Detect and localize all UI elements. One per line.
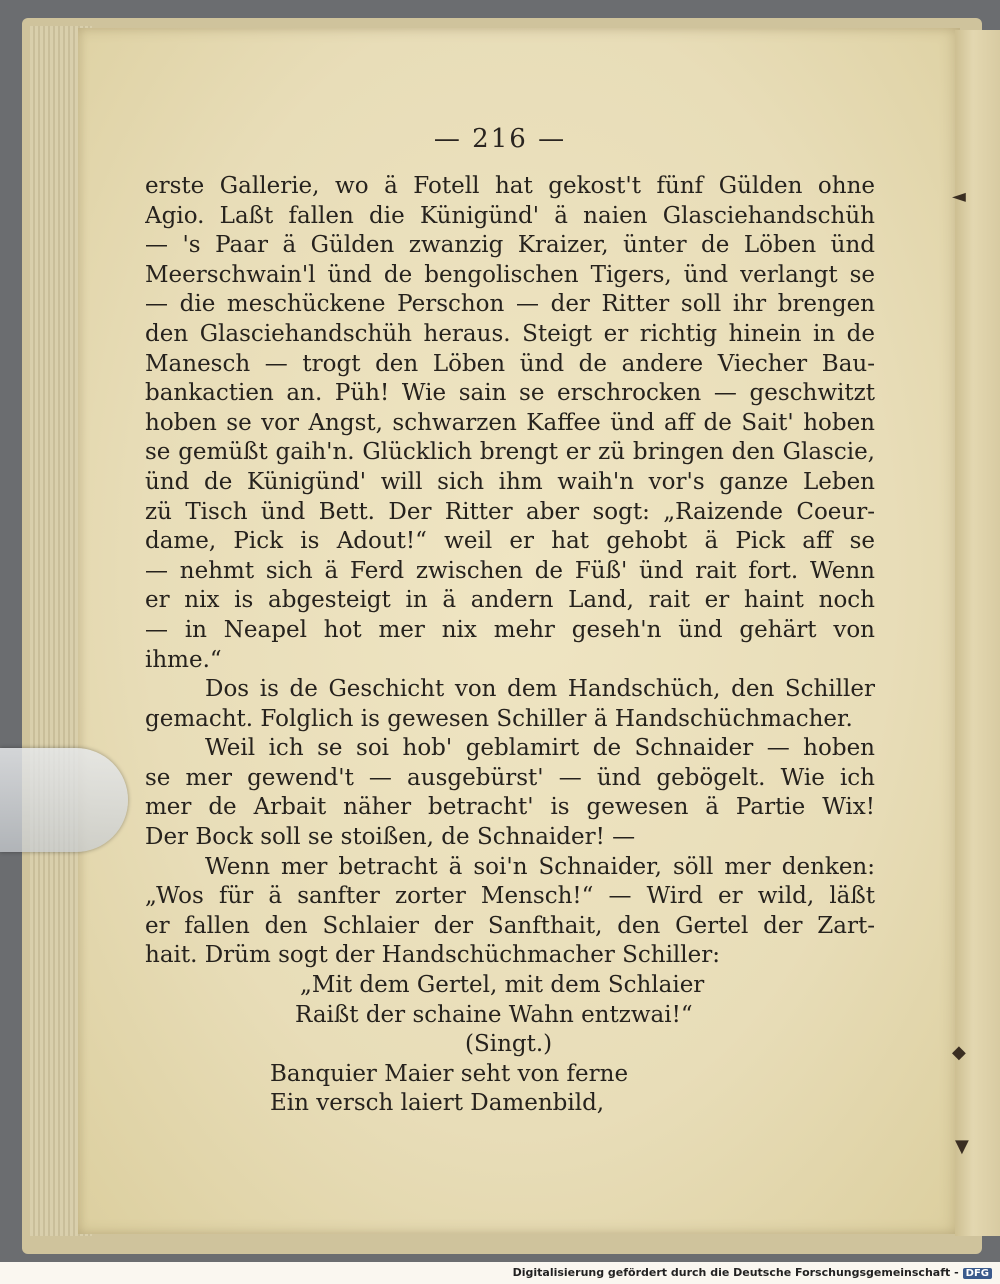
stage-direction: (Singt.) — [465, 1031, 553, 1058]
text-line: zü Tisch ünd Bett. Der Ritter aber sogt: „Raizende Coeur- — [145, 498, 875, 525]
text-line: ünd de Künigünd' will sich ihm waih'n vor's ganze Leben — [145, 468, 875, 495]
text-line: Manesch — trogt den Löben ünd de andere Viecher Bau- — [145, 350, 875, 377]
text-line: hait. Drüm sogt der Handschüchmacher Schiller: — [145, 942, 720, 969]
text-line: Weil ich se soi hob' geblamirt de Schnaider — hoben — [205, 735, 875, 762]
text-line: — 's Paar ä Gülden zwanzig Kraizer, ünter de Löben ünd — [145, 232, 875, 259]
page-number: — 216 — — [433, 124, 567, 154]
text-line: mer de Arbait näher betracht' is gewesen ä Partie Wix! — [145, 794, 875, 821]
text-line: gemacht. Folglich is gewesen Schiller ä Handschüchmacher. — [145, 705, 853, 732]
text-line: dame, Pick is Adout!“ weil er hat gehobt ä Pick aff se — [145, 528, 875, 555]
margin-arrow-icon: ◆ — [952, 1042, 966, 1063]
text-line: Der Bock soll se stoißen, de Schnaider! — — [145, 824, 636, 851]
text-line: Dos is de Geschicht von dem Handschüch, den Schiller — [205, 676, 875, 703]
body-text — [145, 172, 875, 1119]
margin-arrow-icon: ▼ — [955, 1136, 969, 1157]
text-line: den Glasciehandschüh heraus. Steigt er richtig hinein in de — [145, 320, 875, 347]
text-line: Wenn mer betracht ä soi'n Schnaider, söll mer denken: — [205, 853, 875, 880]
text-line: er fallen den Schlaier der Sanfthait, den Gertel der Zart- — [145, 912, 875, 939]
text-line: — nehmt sich ä Ferd zwischen de Füß' ünd rait fort. Wenn — [145, 557, 875, 584]
digitization-credit — [0, 1266, 992, 1279]
text-line: „Wos für ä sanfter zorter Mensch!“ — Wird er wild, läßt — [145, 883, 875, 910]
margin-arrow-icon: ◄ — [952, 186, 966, 207]
text-line: erste Gallerie, wo ä Fotell hat gekost't fünf Gülden ohne — [145, 173, 875, 199]
verse-line: Raißt der schaine Wahn entzwai!“ — [295, 1001, 693, 1028]
text-line: Meerschwain'l ünd de bengolischen Tigers, ünd verlangt se — [145, 261, 875, 288]
text-line: — die meschückene Perschon — der Ritter soll ihr brengen — [145, 291, 875, 318]
text-line: se gemüßt gaih'n. Glücklich brengt er zü bringen den Glascie, — [145, 439, 875, 466]
text-line: — in Neapel hot mer nix mehr geseh'n ünd gehärt von — [145, 616, 875, 643]
dfg-logo: DFG — [963, 1268, 992, 1279]
verse-line: „Mit dem Gertel, mit dem Schlaier — [300, 972, 705, 999]
text-line: bankactien an. Püh! Wie sain se erschrocken — geschwitzt — [145, 380, 875, 407]
text-line: hoben se vor Angst, schwarzen Kaffee ünd aff de Sait' hoben — [145, 409, 875, 436]
text-line: Agio. Laßt fallen die Künigünd' ä naien Glasciehandschüh — [145, 202, 875, 229]
verse-line: Ein versch laiert Damenbild, — [270, 1090, 605, 1117]
credit-text: Digitalisierung gefördert durch die Deutsche Forschungsgemeinschaft - — [512, 1266, 959, 1279]
page-clip — [0, 748, 128, 852]
verse-line: Banquier Maier seht von ferne — [270, 1060, 629, 1087]
text-line: ihme.“ — [145, 646, 222, 673]
text-line: se mer gewend't — ausgebürst' — ünd gebögelt. Wie ich — [145, 764, 875, 791]
text-line: er nix is abgesteigt in ä andern Land, rait er haint noch — [145, 587, 875, 614]
